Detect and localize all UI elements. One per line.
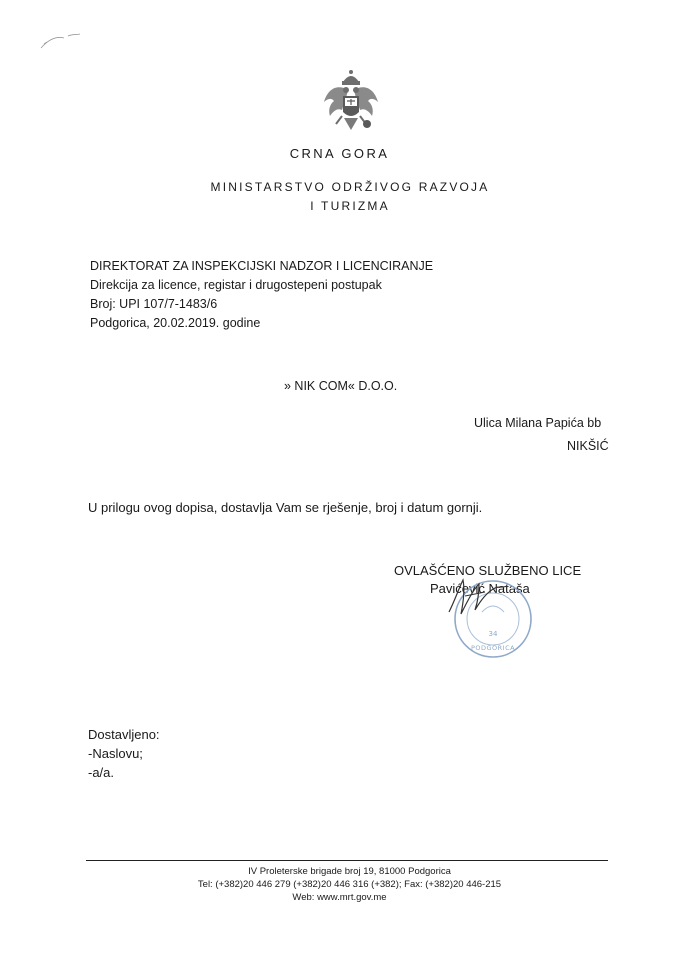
delivered-item: -a/a. xyxy=(88,765,115,780)
pen-scribble-mark xyxy=(38,30,84,52)
footer-phones: Tel: (+382)20 446 279 (+382)20 446 316 (+382); Fax: (+382)20 446-215 xyxy=(197,879,502,890)
directorate-name: DIREKTORAT ZA INSPEKCIJSKI NADZOR I LICENCIRANJE xyxy=(90,259,434,273)
reference-number: Broj: UPI 107/7-1483/6 xyxy=(90,297,218,311)
body-text: U prilogu ovog dopisa, dostavlja Vam se rješenje, broj i datum gornji. xyxy=(88,500,483,515)
recipient-city: NIKŠIĆ xyxy=(567,439,609,453)
seal-number: 34 xyxy=(488,630,498,638)
delivered-heading: Dostavljeno: xyxy=(88,727,160,742)
handwritten-signature xyxy=(445,570,535,620)
footer-divider xyxy=(86,860,608,861)
footer-address: IV Proleterske brigade broj 19, 81000 Podgorica xyxy=(248,866,451,877)
country-name: CRNA GORA xyxy=(289,146,390,161)
delivered-item: -Naslovu; xyxy=(88,746,143,761)
seal-city: PODGORICA xyxy=(470,644,516,652)
recipient-company: » NIK COM« D.O.O. xyxy=(284,379,398,393)
signatory-title: OVLAŠĆENO SLUŽBENO LICE xyxy=(394,563,582,578)
recipient-street: Ulica Milana Papića bb xyxy=(474,416,602,430)
montenegro-coat-of-arms-icon xyxy=(322,68,380,136)
place-and-date: Podgorica, 20.02.2019. godine xyxy=(90,316,261,330)
footer-web: Web: www.mrt.gov.me xyxy=(292,892,387,903)
ministry-name-line1: MINISTARSTVO ODRŽIVOG RAZVOJA xyxy=(210,180,490,194)
signatory-name: Pavićević Nataša xyxy=(430,581,530,596)
ministry-name-line2: I TURIZMA xyxy=(310,199,390,213)
department-name: Direkcija za licence, registar i drugostepeni postupak xyxy=(90,278,382,292)
